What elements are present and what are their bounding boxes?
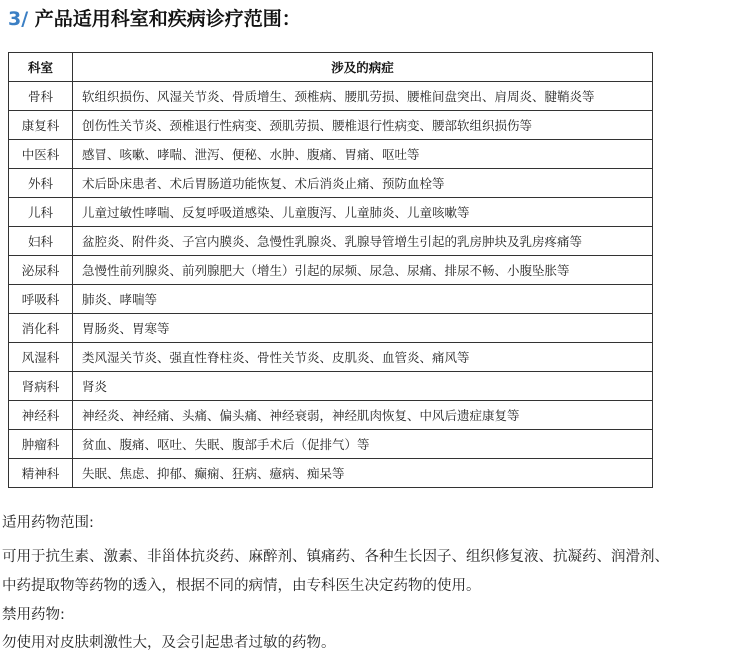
header-diseases: 涉及的病症 — [73, 53, 653, 82]
table-row — [9, 169, 653, 198]
department-cell: 外科 — [9, 169, 73, 198]
table-row — [9, 285, 653, 314]
section-number: 3/ — [8, 8, 29, 30]
department-cell: 儿科 — [9, 198, 73, 227]
applicable-drugs-line-1: 可用于抗生素、激素、非甾体抗炎药、麻醉剂、镇痛药、各种生长因子、组织修复液、抗凝药、润滑剂、 — [2, 549, 669, 565]
diseases-cell: 创伤性关节炎、颈椎退行性病变、颈肌劳损、腰椎退行性病变、腰部软组织损伤等 — [73, 111, 653, 140]
table-row — [9, 82, 653, 111]
diseases-cell: 肾炎 — [73, 372, 653, 401]
table-row — [9, 401, 653, 430]
department-disease-table — [8, 52, 653, 488]
table-row — [9, 430, 653, 459]
department-cell: 肾病科 — [9, 372, 73, 401]
table-row — [9, 111, 653, 140]
table-row — [9, 459, 653, 488]
diseases-cell: 盆腔炎、附件炎、子宫内膜炎、急慢性乳腺炎、乳腺导管增生引起的乳房肿块及乳房疼痛等 — [73, 227, 653, 256]
diseases-cell: 软组织损伤、风湿关节炎、骨质增生、颈椎病、腰肌劳损、腰椎间盘突出、肩周炎、腱鞘炎等 — [73, 82, 653, 111]
table-row — [9, 198, 653, 227]
department-cell: 中医科 — [9, 140, 73, 169]
department-cell: 精神科 — [9, 459, 73, 488]
diseases-cell: 失眠、焦虑、抑郁、癫痫、狂病、癔病、痴呆等 — [73, 459, 653, 488]
department-cell: 神经科 — [9, 401, 73, 430]
forbidden-drugs-text: 勿使用对皮肤刺激性大，及会引起患者过敏的药物。 — [2, 635, 336, 651]
table-row — [9, 343, 653, 372]
diseases-cell: 感冒、咳嗽、哮喘、泄泻、便秘、水肿、腹痛、胃痛、呕吐等 — [73, 140, 653, 169]
table-header-row — [9, 53, 653, 82]
table-row — [9, 314, 653, 343]
department-cell: 妇科 — [9, 227, 73, 256]
diseases-cell: 类风湿关节炎、强直性脊柱炎、骨性关节炎、皮肌炎、血管炎、痛风等 — [73, 343, 653, 372]
diseases-cell: 肺炎、哮喘等 — [73, 285, 653, 314]
department-cell: 消化科 — [9, 314, 73, 343]
diseases-cell: 术后卧床患者、术后胃肠道功能恢复、术后消炎止痛、预防血栓等 — [73, 169, 653, 198]
diseases-cell: 贫血、腹痛、呕吐、失眠、腹部手术后（促排气）等 — [73, 430, 653, 459]
section-heading — [8, 4, 301, 34]
department-cell: 泌尿科 — [9, 256, 73, 285]
diseases-cell: 神经炎、神经痛、头痛、偏头痛、神经衰弱，神经肌肉恢复、中风后遗症康复等 — [73, 401, 653, 430]
table-row — [9, 372, 653, 401]
forbidden-drugs-label: 禁用药物: — [2, 607, 65, 623]
diseases-cell: 儿童过敏性哮喘、反复呼吸道感染、儿童腹泻、儿童肺炎、儿童咳嗽等 — [73, 198, 653, 227]
section-title: 产品适用科室和疾病诊疗范围： — [34, 8, 301, 30]
table-row — [9, 227, 653, 256]
diseases-cell: 急慢性前列腺炎、前列腺肥大（增生）引起的尿频、尿急、尿痛、排尿不畅、小腹坠胀等 — [73, 256, 653, 285]
department-cell: 康复科 — [9, 111, 73, 140]
table-row — [9, 256, 653, 285]
header-department: 科室 — [9, 53, 73, 82]
applicable-drugs-label: 适用药物范围: — [2, 515, 94, 531]
department-cell: 风湿科 — [9, 343, 73, 372]
applicable-drugs-line-2: 中药提取物等药物的透入，根据不同的病情，由专科医生决定药物的使用。 — [2, 578, 481, 594]
diseases-cell: 胃肠炎、胃寒等 — [73, 314, 653, 343]
table-row — [9, 140, 653, 169]
department-cell: 肿瘤科 — [9, 430, 73, 459]
department-cell: 骨科 — [9, 82, 73, 111]
department-cell: 呼吸科 — [9, 285, 73, 314]
